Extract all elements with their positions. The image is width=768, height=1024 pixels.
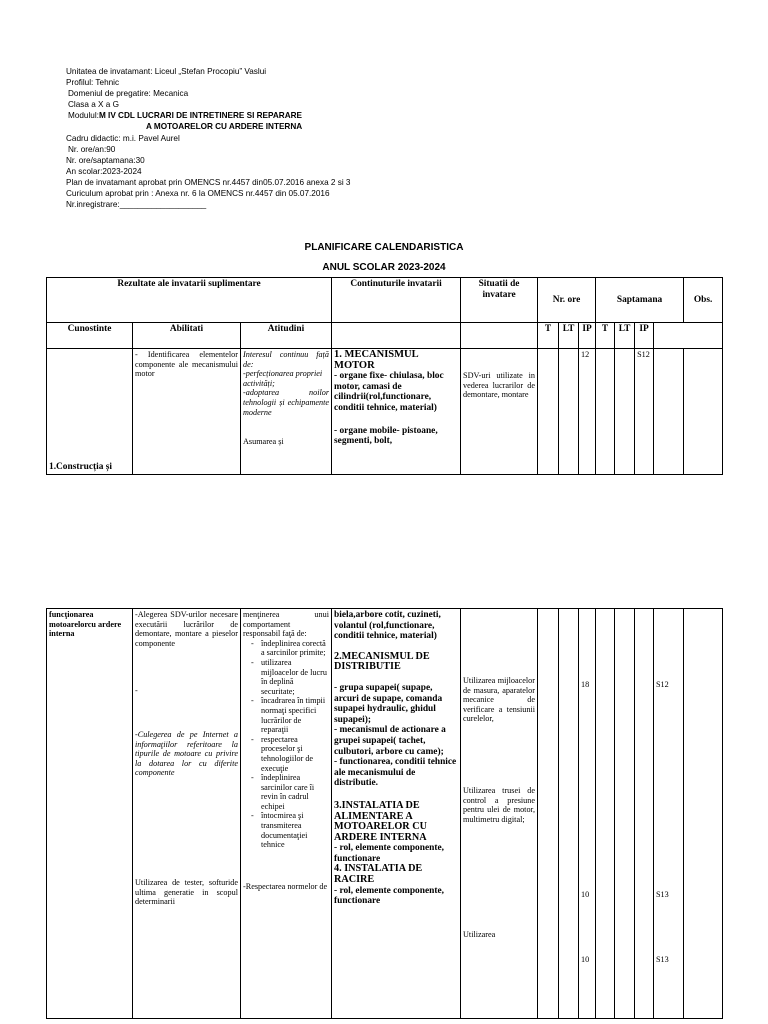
cell-continut xyxy=(332,349,461,475)
atitudini-text: -Respectarea normelor de xyxy=(243,881,328,891)
cell-ip xyxy=(579,609,596,1019)
header-obs: Obs. xyxy=(684,278,723,323)
header-line: Nr.inregistrare:___________________ xyxy=(66,200,207,210)
situatii-text: Utilizarea xyxy=(463,930,496,940)
cell-atitudini xyxy=(241,609,332,1019)
content-item: - organe fixe- chiulasa, bloc motor, camasi de cilindrii(rol,functionare, conditii tehnice, material) xyxy=(334,371,444,413)
cell-continut xyxy=(332,609,461,1019)
header-line: Cadru didactic: m.i. Pavel Aurel xyxy=(66,133,180,143)
cell-cunostinte: funcţionarea motoarelorcu ardere interna xyxy=(47,609,133,1019)
header-line: Nr. ore/an:90 xyxy=(68,144,116,154)
cell-atitudini xyxy=(241,349,332,475)
plan-table-page-1 xyxy=(46,277,723,475)
page-1 xyxy=(0,0,768,478)
header-ip: IP xyxy=(579,323,596,349)
module-line xyxy=(66,110,486,121)
header-line: Plan de invatamant aprobat prin OMENCS nr.4457 din05.07.2016 anexa 2 si 3 xyxy=(66,177,351,187)
module-label: Modulul: xyxy=(68,111,99,121)
sapt-value: S13 xyxy=(656,955,669,965)
cell-abilitati: - Identificarea elementelor componente ale mecanismului motor xyxy=(133,349,241,475)
header-line: An scolar:2023-2024 xyxy=(66,166,142,176)
ip-value: 10 xyxy=(581,955,590,965)
list-item: - îndeplinirea sarcinilor care îi revin în cadrul echipei xyxy=(251,773,329,811)
cell-obs xyxy=(684,349,723,475)
header-nr-ore: Nr. ore xyxy=(538,278,596,323)
atitudini-list xyxy=(243,639,329,850)
content-item: - functionarea, conditii tehnice ale mecanismului de distributie. xyxy=(334,757,457,789)
document-header xyxy=(66,66,486,210)
header-empty xyxy=(332,323,461,349)
ip-value: 18 xyxy=(581,680,590,689)
content-title: 3.INSTALATIA DE ALIMENTARE A MOTOARELOR CU ARDERE INTERNA xyxy=(334,799,427,843)
cell-situatii: SDV-uri utilizate in vederea lucrarilor de demontare, montare xyxy=(461,349,538,475)
header-lt: LT xyxy=(559,323,579,349)
sapt-value: S12 xyxy=(656,680,669,689)
list-item: - utilizarea mijloacelor de lucru în deplină securitate; xyxy=(251,658,329,696)
cell-t xyxy=(596,349,615,475)
cell-sapt xyxy=(654,609,684,1019)
list-item: - încadrarea în timpii normaţi specifici lucrărilor de reparaţii xyxy=(251,696,329,734)
abilitati-text: Utilizarea de tester, softuride ultima generatie in scopul determinarii xyxy=(135,877,238,907)
header-t: T xyxy=(538,323,559,349)
atitudini-intro: menţinerea unui comportament responsabil faţă de: xyxy=(243,610,329,639)
atitudini-text: -adoptarea noilor tehnologii și echipamente moderne xyxy=(243,388,330,417)
header-empty xyxy=(654,323,723,349)
cell-situatii xyxy=(461,609,538,1019)
document-subtitle: ANUL SCOLAR 2023-2024 xyxy=(322,262,446,273)
header-line: Clasa a X a G xyxy=(68,100,119,110)
abilitati-text: -Culegerea de pe Internet a informaţiilor referitoare la tipurile de motoare cu privire la dotarea lor cu diferite componente xyxy=(135,729,238,778)
content-item: - grupa supapei( supape, arcuri de supape, comanda supapei hydraulic, ghidul supapei); xyxy=(334,682,443,725)
abilitati-text: -Alegerea SDV-urilor necesare executării lucrărilor de demontare, montare a pieselor componente xyxy=(135,610,238,648)
header-rezultate: Rezultate ale invatarii suplimentare xyxy=(47,278,332,323)
list-item: - întocmirea şi transmiterea documentaţiei tehnice xyxy=(251,811,329,849)
header-line: Nr. ore/saptamana:30 xyxy=(66,155,145,165)
module-title-cont: A MOTOARELOR CU ARDERE INTERNA xyxy=(146,122,303,132)
abilitati-text: - xyxy=(135,686,138,696)
header-line: Unitatea de invatamant: Liceul „Stefan Procopiu” Vaslui xyxy=(66,67,267,76)
header-line: Profilul: Tehnic xyxy=(66,78,120,88)
cell-abilitati xyxy=(133,609,241,1019)
page-2 xyxy=(0,478,768,1024)
content-title: 1. MECANISMUL MOTOR xyxy=(334,349,419,371)
sapt-value: S13 xyxy=(656,889,669,899)
content-title: 4. INSTALATIA DE RACIRE xyxy=(334,863,423,886)
list-item: - respectarea proceselor şi tehnologiilor de execuţie xyxy=(251,735,329,773)
cell-obs xyxy=(684,609,723,1019)
content-title: 2.MECANISMUL DE DISTRIBUTIE xyxy=(334,650,430,673)
content-item: biela,arbore cotit, cuzineti, volantul (rol,functionare, conditii tehnice, material) xyxy=(334,610,441,642)
document-title: PLANIFICARE CALENDARISTICA xyxy=(304,242,464,253)
header-lt: LT xyxy=(615,323,635,349)
atitudini-text: Asumarea și xyxy=(243,437,284,447)
list-item: - îndeplinirea corectă a sarcinilor primite; xyxy=(251,639,329,658)
header-cunostinte: Cunostinte xyxy=(47,323,133,349)
content-item: - rol, elemente componente, functionare xyxy=(334,843,444,864)
header-abilitati: Abilitati xyxy=(133,323,241,349)
cell-sapt-ip: S12 xyxy=(635,349,654,475)
cell-t xyxy=(596,609,615,1019)
module-title: M IV CDL LUCRARI DE INTRETINERE SI REPARARE xyxy=(98,111,302,121)
header-atitudini: Atitudini xyxy=(241,323,332,349)
cell-lt xyxy=(559,349,579,475)
header-saptamana: Saptamana xyxy=(596,278,684,323)
ip-value: 10 xyxy=(581,889,590,899)
cell-ip-sapt xyxy=(635,609,654,1019)
atitudini-text: -perfecționarea propriei activități; xyxy=(243,369,323,388)
cell-lt xyxy=(559,609,579,1019)
content-item: - organe mobile- pistoane, segmenti, bolt, xyxy=(334,425,438,447)
content-item: - rol, elemente componente, functionare xyxy=(334,885,444,907)
plan-table-page-2 xyxy=(46,608,723,1019)
header-ip: IP xyxy=(635,323,654,349)
cell-t xyxy=(538,349,559,475)
cell-lt xyxy=(615,349,635,475)
header-situatii: Situatii de invatare xyxy=(461,278,538,323)
cell-empty xyxy=(654,349,684,475)
header-line: Domeniul de pregatire: Mecanica xyxy=(68,89,189,99)
situatii-text: Utilizarea trusei de control a presiune pentru ulei de motor, multimetru digital; xyxy=(463,785,535,824)
content-item: - mecanismul de actionare a grupei supapei( tachet, culbutori, arbore cu came); xyxy=(334,725,446,757)
atitudini-text: Interesul continuu față de: xyxy=(243,350,330,369)
cell-ip: 12 xyxy=(579,349,596,475)
header-empty xyxy=(461,323,538,349)
cell-lt xyxy=(615,609,635,1019)
cell-t xyxy=(538,609,559,1019)
header-line: Curiculum aprobat prin : Anexa nr. 6 la OMENCS nr.4457 din 05.07.2016 xyxy=(66,189,330,199)
header-continuturi: Continuturile invatarii xyxy=(332,278,461,323)
situatii-text: Utilizarea mijloacelor de masura, aparatelor mecanice de verificare a tensiunii curelelor, xyxy=(463,676,535,724)
cell-cunostinte: 1.Construcția și xyxy=(47,349,133,475)
header-t: T xyxy=(596,323,615,349)
